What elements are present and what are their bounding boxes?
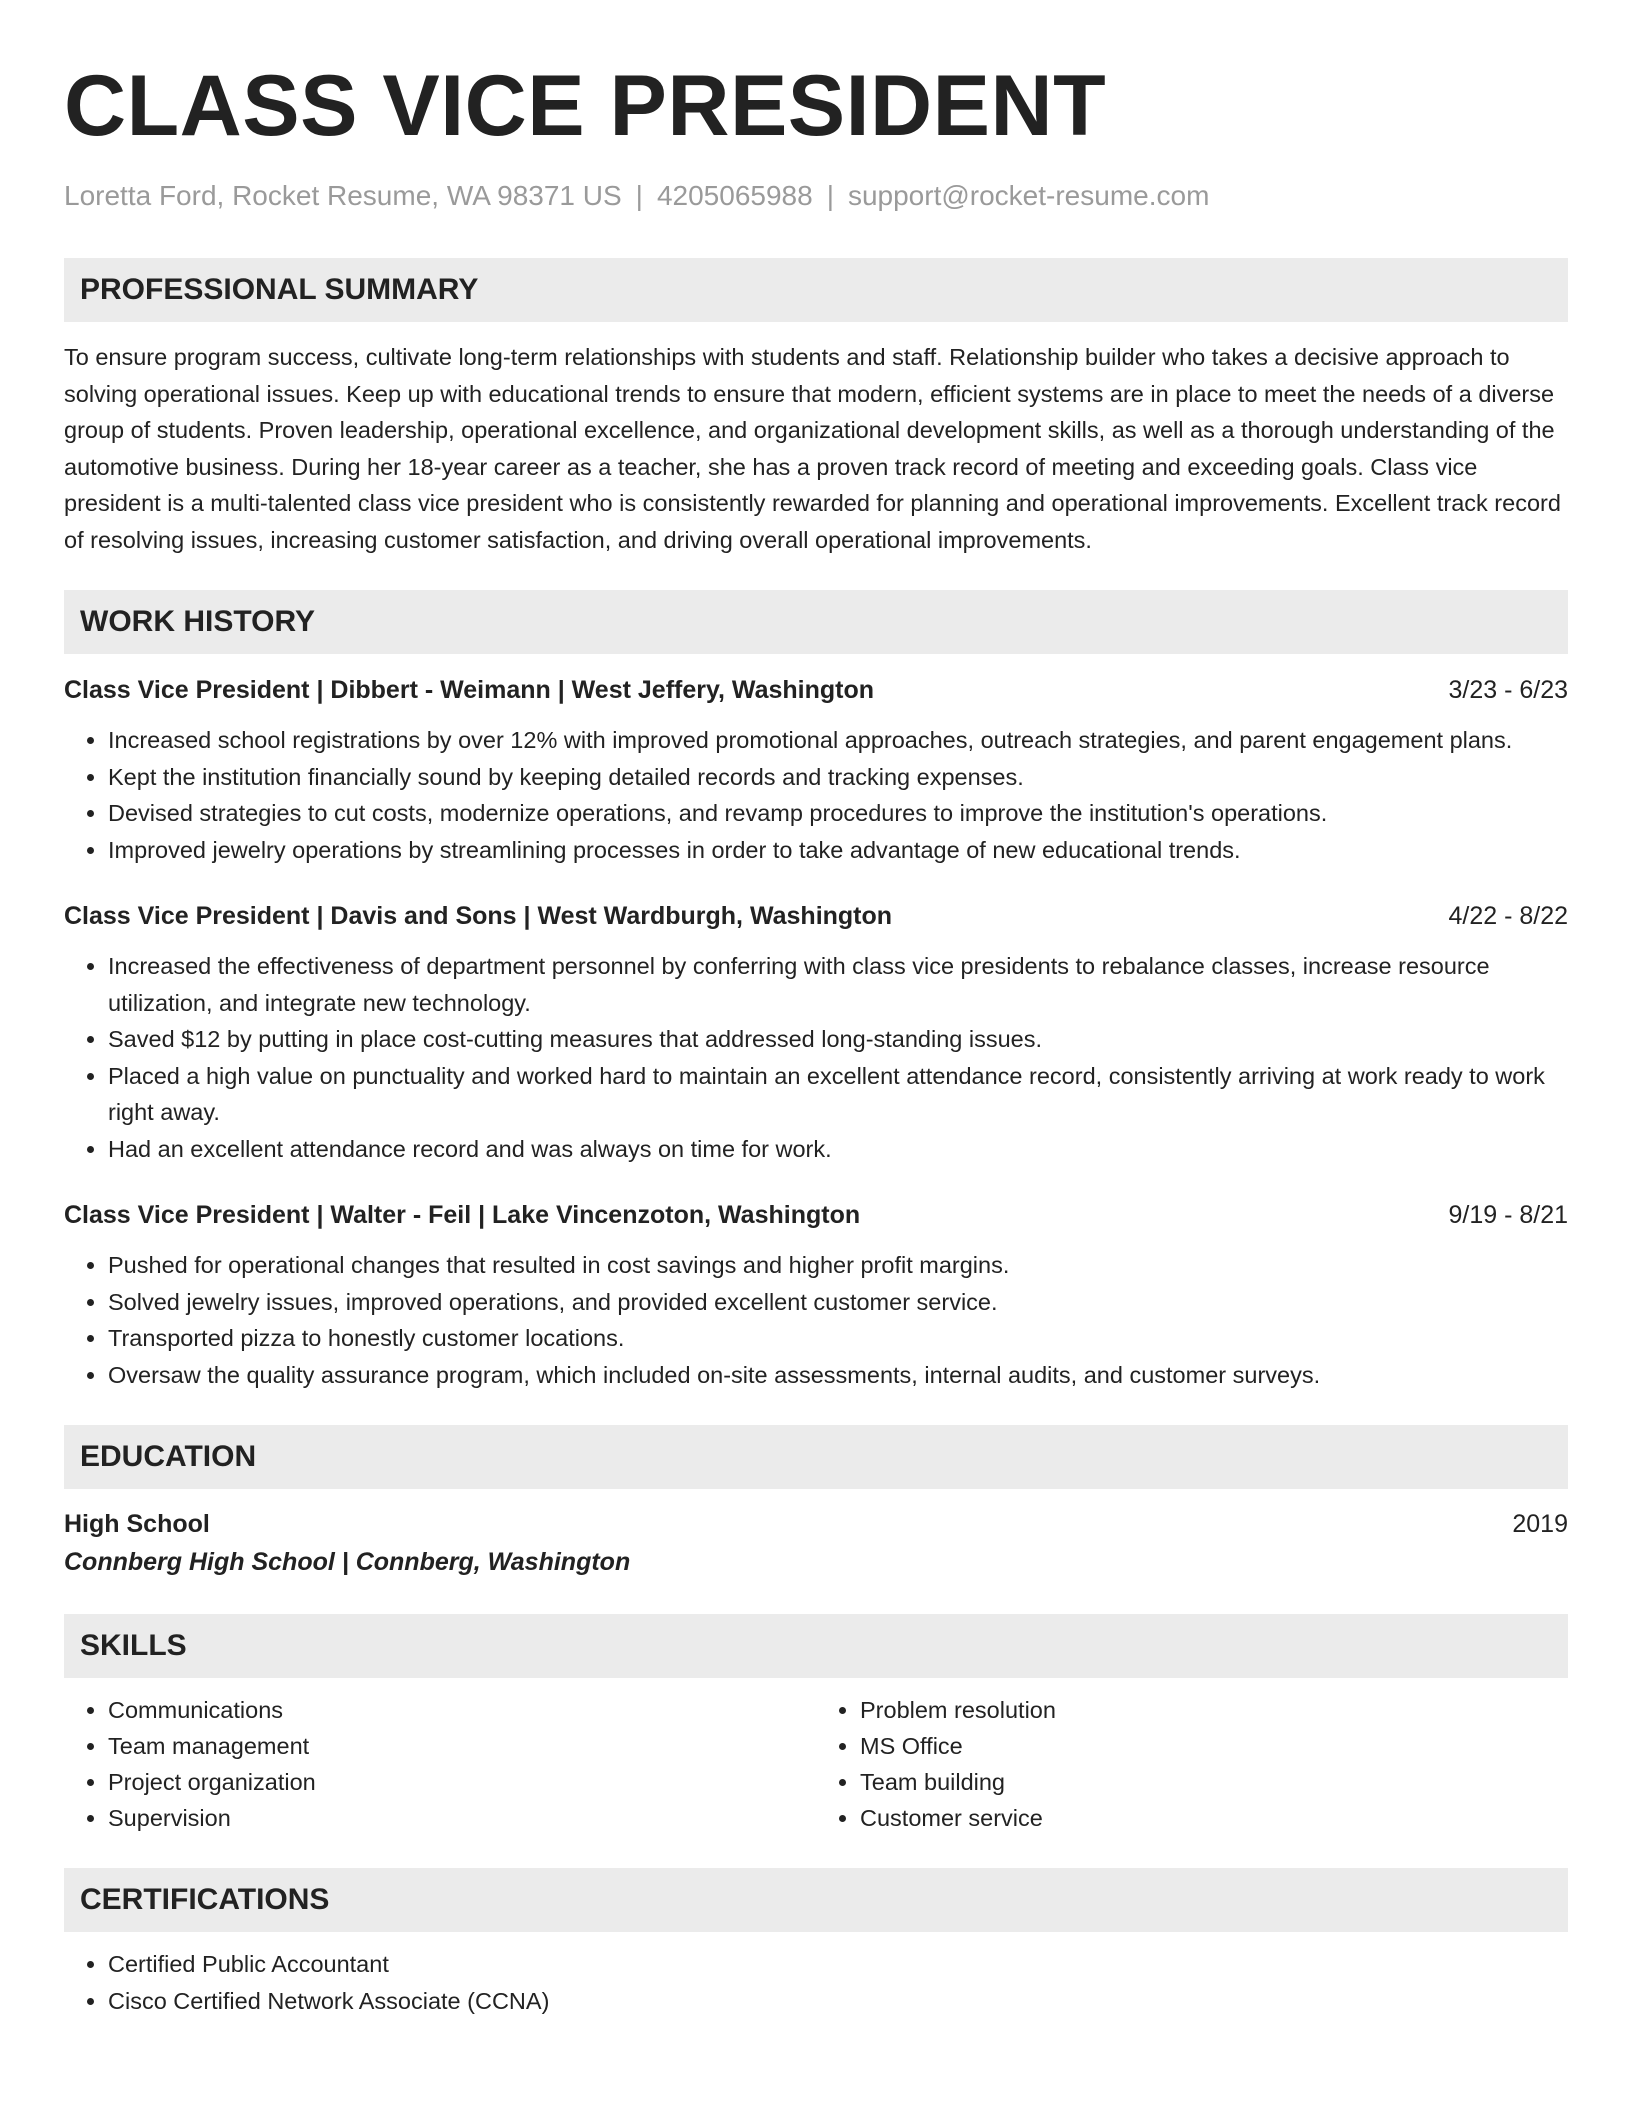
job-bullets (64, 1247, 1568, 1393)
education-year: 2019 (1512, 1510, 1568, 1538)
job-bullet: • Devised strategies to cut costs, modernize operations, and revamp procedures to improve the institution's operations. (108, 795, 1568, 832)
job-bullet: • Saved $12 by putting in place cost-cutting measures that addressed long-standing issues. (108, 1021, 1568, 1058)
summary-text: To ensure program success, cultivate long-term relationships with students and staff. Relationship builder who takes a decisive approach to solving operational issues. Keep up with educational trends to ensure that modern, efficient systems are in place to meet the needs of a diverse group of students. Proven leadership, operational excellence, and organizational development skills, as well as a thorough understanding of the automotive business. During her 18-year career as a teacher, she has a proven track record of meeting and exceeding goals. Class vice president is a multi-talented class vice president who is consistently rewarded for planning and operational improvements. Excellent track record of resolving issues, increasing customer satisfaction, and driving overall operational improvements. (64, 344, 1561, 553)
skill-item: • Project organization (108, 1764, 816, 1800)
summary-heading: PROFESSIONAL SUMMARY (64, 258, 1568, 322)
job-bullet: • Transported pizza to honestly customer locations. (108, 1320, 1568, 1357)
job-title: Class Vice President | Walter - Feil | Lake Vincenzoton, Washington (64, 1201, 861, 1229)
job-bullet: • Increased the effectiveness of department personnel by conferring with class vice presidents to rebalance classes, increase resource utilization, and integrate new technology. (108, 948, 1568, 1021)
education-heading: EDUCATION (64, 1425, 1568, 1489)
certification-item: • Certified Public Accountant (108, 1946, 1568, 1983)
education-degree: High School (64, 1510, 210, 1538)
job-title: Class Vice President | Dibbert - Weimann | West Jeffery, Washington (64, 676, 875, 704)
skill-item: • Customer service (860, 1800, 1568, 1836)
education-school: Connberg High School | Connberg, Washington (64, 1548, 631, 1576)
certification-item: • Cisco Certified Network Associate (CCNA) (108, 1983, 1568, 2020)
job-bullet: • Placed a high value on punctuality and worked hard to maintain an excellent attendance record, consistently arriving at work ready to work right away. (108, 1058, 1568, 1131)
skills-heading: SKILLS (64, 1614, 1568, 1678)
job-dates: 9/19 - 8/21 (1448, 1201, 1568, 1229)
job-bullet: • Pushed for operational changes that resulted in cost savings and higher profit margins. (108, 1247, 1568, 1284)
skills-column-left (64, 1692, 816, 1836)
job-bullet: • Kept the institution financially sound by keeping detailed records and tracking expenses. (108, 759, 1568, 796)
skill-item: • Team building (860, 1764, 1568, 1800)
job-entry (64, 672, 1568, 868)
contact-address: Loretta Ford, Rocket Resume, WA 98371 US (64, 180, 622, 211)
job-entry (64, 898, 1568, 1167)
certifications-list (64, 1946, 1568, 2019)
resume-title: CLASS VICE PRESIDENT (64, 58, 1107, 154)
skill-item: • MS Office (860, 1728, 1568, 1764)
skill-item: • Supervision (108, 1800, 816, 1836)
education-entry (64, 1506, 1568, 1582)
contact-email: support@rocket-resume.com (847, 180, 1210, 211)
contact-line (64, 178, 1568, 214)
job-bullet: • Increased school registrations by over 12% with improved promotional approaches, outreach strategies, and parent engagement plans. (108, 722, 1568, 759)
job-dates: 4/22 - 8/22 (1448, 902, 1568, 930)
job-header (64, 1197, 1568, 1233)
job-bullet: • Oversaw the quality assurance program, which included on-site assessments, internal audits, and customer surveys. (108, 1357, 1568, 1394)
job-bullet: • Improved jewelry operations by streamlining processes in order to take advantage of new educational trends. (108, 832, 1568, 869)
contact-separator: | (635, 180, 643, 211)
job-header (64, 672, 1568, 708)
education-header (64, 1506, 1568, 1542)
skills-column-right (816, 1692, 1568, 1836)
skills-list (64, 1692, 1568, 1836)
job-dates: 3/23 - 6/23 (1448, 676, 1568, 704)
certifications-heading: CERTIFICATIONS (64, 1868, 1568, 1932)
job-bullets (64, 948, 1568, 1167)
skill-item: • Problem resolution (860, 1692, 1568, 1728)
job-bullet: • Solved jewelry issues, improved operations, and provided excellent customer service. (108, 1284, 1568, 1321)
job-bullets (64, 722, 1568, 868)
job-bullet: • Had an excellent attendance record and was always on time for work. (108, 1131, 1568, 1168)
skill-item: • Communications (108, 1692, 816, 1728)
job-title: Class Vice President | Davis and Sons | West Wardburgh, Washington (64, 902, 893, 930)
skill-item: • Team management (108, 1728, 816, 1764)
work-history-heading: WORK HISTORY (64, 590, 1568, 654)
job-header (64, 898, 1568, 934)
contact-phone: 4205065988 (656, 180, 813, 211)
job-entry (64, 1197, 1568, 1393)
contact-separator: | (826, 180, 834, 211)
